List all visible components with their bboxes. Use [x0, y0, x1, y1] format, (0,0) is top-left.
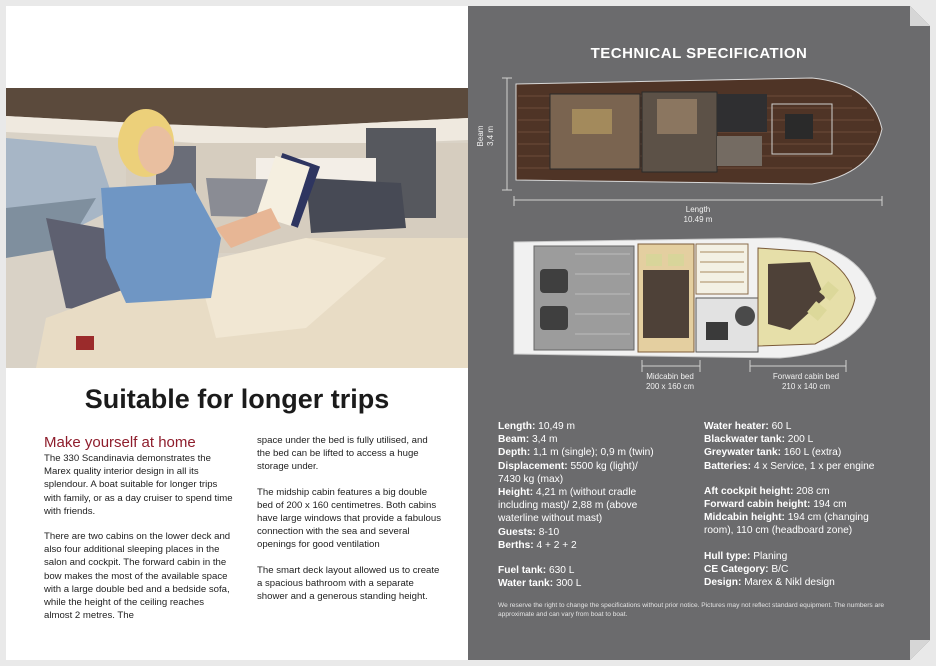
page-corner-bottom-right — [910, 640, 930, 660]
spec-row: Aft cockpit height: 208 cm — [704, 485, 830, 497]
forward-cabin-bed-label: Forward cabin bed 210 x 140 cm — [772, 372, 840, 391]
spec-row: Greywater tank: 160 L (extra) — [704, 447, 842, 459]
paragraph: The 330 Scandinavia demonstrates the Marex quality interior design in all its splendour. A boat suitable for longer trips with family, or as a day cruiser to spend time with friends. — [44, 453, 233, 517]
spec-title: TECHNICAL SPECIFICATION — [590, 45, 808, 62]
spec-row: Forward cabin height: 194 cm — [704, 499, 847, 511]
midcabin-bed-label: Midcabin bed 200 x 160 cm — [645, 372, 695, 391]
spec-row: room), 110 cm (headboard zone) — [704, 525, 853, 537]
page-headline: Suitable for longer trips — [84, 384, 390, 414]
spec-row: Hull type: Planing — [704, 550, 788, 562]
spec-row: CE Category: B/C — [704, 563, 789, 575]
spec-row: including mast)/ 2,88 m (above — [498, 500, 638, 512]
text-column-left — [44, 434, 234, 634]
spec-row: Length: 10,49 m — [498, 421, 575, 432]
paragraph: The midship cabin features a big double bed of 200 x 160 centimetres. Both cabins have large windows that provide a fabulous connection with the sea and several openings for good ventilation — [257, 486, 441, 551]
section-subheading: Make yourself at home — [44, 434, 196, 451]
spec-row: 7430 kg (max) — [498, 473, 564, 485]
spec-row: Batteries: 4 x Service, 1 x per engine — [704, 460, 875, 472]
specs-left — [498, 420, 698, 590]
lower-deck-plan-drawing — [510, 234, 882, 362]
specs-right — [704, 420, 924, 589]
deck-plan-drawing — [512, 74, 886, 194]
spec-row: Height: 4,21 m (without cradle — [498, 487, 637, 499]
paragraph: space under the bed is fully utilised, and the bed can be lifted to access a huge storage under. — [257, 435, 428, 473]
length-label: Length 10.49 m — [683, 205, 713, 224]
spec-row: Guests: 8-10 — [498, 526, 560, 538]
spec-row: Berths: 4 + 2 + 2 — [498, 539, 577, 551]
spec-row: Blackwater tank: 200 L — [704, 434, 814, 446]
beam-label: Beam 3,4 m — [476, 125, 495, 147]
right-page — [468, 6, 930, 660]
spec-row: waterline without mast) — [498, 513, 603, 525]
interior-photo — [6, 88, 468, 368]
spec-row: Beam: 3,4 m — [498, 434, 558, 446]
page-corner-top-right — [910, 6, 930, 26]
text-column-right — [257, 434, 443, 615]
beam-dimension-line — [498, 76, 512, 192]
spec-row: Fuel tank: 630 L — [498, 565, 575, 577]
paragraph: There are two cabins on the lower deck and also four additional sleeping places in the salon and cockpit. The forward cabin in the bow makes the most of the available space with a large double bed and a bedside sofa, while the height of the ceiling reaches almost 2 metres. The — [44, 531, 231, 622]
paragraph: The smart deck layout allowed us to create a spacious bathroom with a separate shower and a generous standing height. — [257, 564, 440, 603]
disclaimer: We reserve the right to change the specifications without prior notice. Pictures may not reflect standard equipment. The numbers are approximate and can vary from boat to boat. — [498, 602, 885, 618]
left-page — [6, 6, 468, 660]
spec-row: Displacement: 5500 kg (light)/ — [498, 460, 638, 472]
spec-row: Water heater: 60 L — [704, 421, 792, 432]
spec-row: Water tank: 300 L — [498, 578, 582, 590]
spec-row: Depth: 1,1 m (single); 0,9 m (twin) — [498, 447, 654, 459]
spec-row: Midcabin height: 194 cm (changing — [704, 512, 869, 524]
spec-row: Design: Marex & Nikl design — [704, 577, 835, 589]
